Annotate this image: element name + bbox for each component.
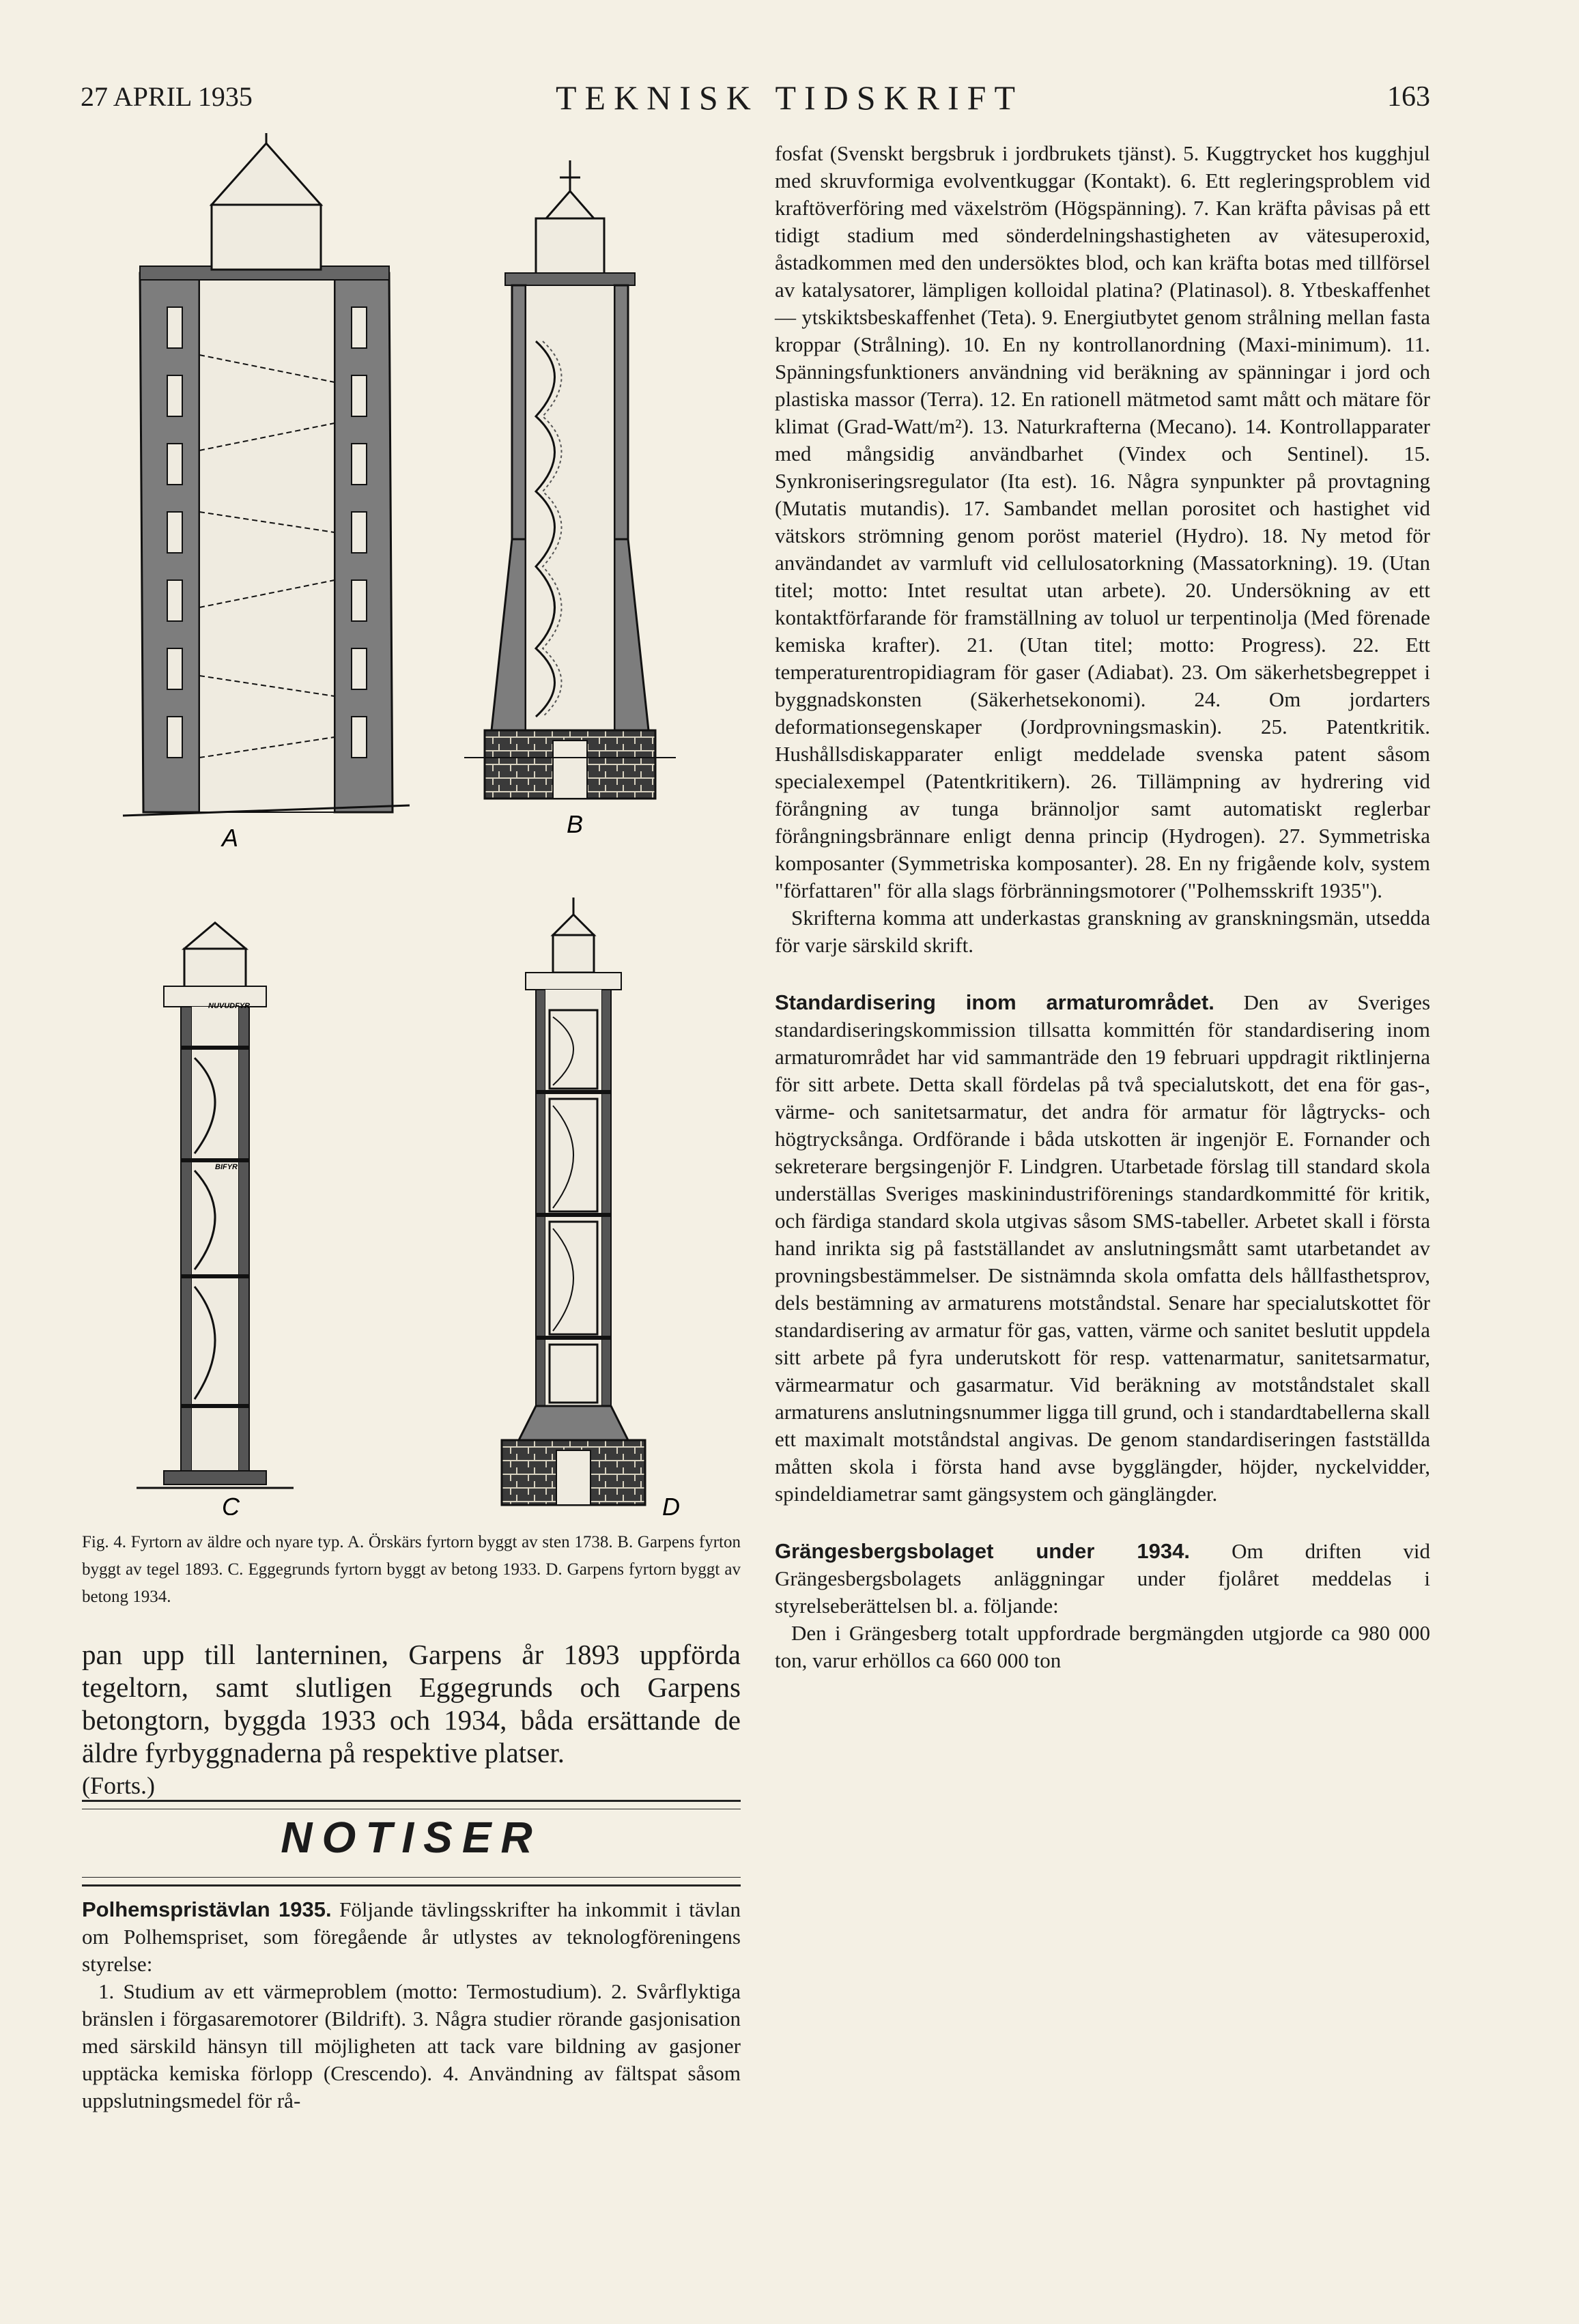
notiser-heading: NOTISER	[281, 1813, 542, 1862]
journal-title: TEKNISK TIDSKRIFT	[555, 78, 1024, 117]
lighthouse-drawings	[82, 130, 741, 1515]
polhem-list-left: 1. Studium av ett värmeproblem (motto: Termostudium). 2. Svårflyktiga bränslen i förgasaremotorer (Bildrift). 3. Några studier rörande gasjonisation med särskild hänsyn till möjligheten att tack vare bildning av gasjoner upptäcka kemiska förlopp (Crescendo). 4. Användning av fältspat såsom uppslutningsmedel för rå-	[82, 1979, 741, 2112]
grangesberg-text: Den i Grängesberg totalt uppfordrade bergmängden utgjorde ca 980 000 ton, varur erhöllos ca 660 000 ton	[775, 1621, 1430, 1672]
notiser-rule-bottom	[82, 1877, 741, 1887]
standard-title: Standardisering inom armaturområdet.	[775, 990, 1214, 1014]
forts-label: (Forts.)	[82, 1772, 155, 1799]
polhem-intro-paragraph	[82, 1896, 741, 1978]
issue-date: 27 APRIL 1935	[81, 81, 253, 112]
polhem-closing: Skrifterna komma att underkastas granskning av granskningsmän, utsedda för varje särskild skrift.	[775, 906, 1430, 957]
article-continuation	[82, 1638, 741, 1802]
grangesberg-section	[775, 1538, 1430, 1620]
figure-caption: Fig. 4. Fyrtorn av äldre och nyare typ. A. Örskärs fyrtorn byggt av sten 1738. B. Garpens fyrton byggt av tegel 1893. C. Eggegrunds fyrtorn byggt av betong 1933. D. Garpens fyrtorn byggt av betong 1934.	[82, 1533, 741, 1606]
notiser-rule-top	[82, 1800, 741, 1809]
right-column	[775, 140, 1430, 1674]
left-column	[82, 130, 741, 2112]
svg-text:BIFYR: BIFYR	[215, 1163, 238, 1171]
fig-letter-c-mark: C	[222, 1493, 240, 1515]
fig-letter-a-mark: A	[222, 824, 239, 852]
tower-d-drawing	[502, 898, 645, 1505]
tower-c-drawing	[137, 923, 294, 1488]
fig-letter-b-mark: B	[567, 810, 584, 838]
polhem-section-left	[82, 1896, 741, 2114]
svg-text:NUVUDFYR: NUVUDFYR	[208, 1002, 251, 1010]
polhem-title: Polhemspristävlan 1935.	[82, 1897, 332, 1921]
standard-text: Den av Sveriges standardiseringskommission tillsatta kommittén för standardisering inom armaturområdet har vid sammanträde den 19 februari uppdragit riktlinjerna för sitt arbete. Detta skall fördelas på två specialutskott, det ena för gas-, värme- och sanitetsarmatur, det andra för armatur för lågtrycks- och högtrycksånga. Ordförande i båda utskotten är ingenjör E. Fornander och sekreterare bergsingenjör F. Lindgren. Utarbetade förslag till standard skola underställas Sveriges maskinindustriförenings standardkommitté för kritik, och färdiga standard skola utgivas såsom SMS-tabeller. Arbetet skall i första hand inrikta sig på fastställandet av anslutningsmått samt utarbetandet av provningsbestämmelser. De sistnämnda skola omfatta dels hållfasthetsprov, dels bestämning av armaturens motståndstal. Senare har specialutskottet för standardisering av armatur för gas, vatten, värme och sanitet beslutit uppdela sitt arbete på fyra underutskott för resp. vattenarmatur, sanitetsarmatur, värmearmatur och gasarmatur. Vid beräkning av motståndstalet skall armaturens anslutningsnummer ligga till grund, och i standardtabellerna skall ett maximalt motståndstal angivas. De genom standardiseringen fastställda måtten skola i första hand avse bygglängder, höjder, nyckelvidder, spindeldiametrar samt gängsystem och gänglängder.	[775, 990, 1431, 1506]
fig-letter-d-mark: D	[662, 1493, 680, 1515]
page-number: 163	[1387, 81, 1430, 113]
continuation-paragraph: pan upp till lanterninen, Garpens år 1893 uppförda tegeltorn, samt slutligen Eggegrunds och Garpens betongtorn, byggda 1933 och 1934, båda ersättande de äldre fyrbyggnaderna på respektive platser.	[82, 1639, 741, 1768]
polhem-intro: Följande tävlingsskrifter ha inkommit i tävlan om Polhemspriset, som föregående år utlystes av teknologföreningens styrelse:	[82, 1897, 741, 1976]
lighthouse-figure	[82, 130, 741, 1515]
page-header	[0, 78, 1579, 121]
polhem-list-right: fosfat (Svenskt bergsbruk i jordbrukets tjänst). 5. Kuggtrycket hos kugghjul med skruvformiga evolventkuggar (Kontakt). 6. Ett regleringsproblem vid kraftöverföring med växelström (Högspänning). 7. Kan kräfta påvisas på ett tidigt stadium med sönderdelningshastigheten av vätesuperoxid, åstadkommen med den undersöktes blod, och kan kräfta botas med tillförsel av katalysatorer, lämpligen kolloidal platina? (Platinasol). 8. Ytbeskaffenhet — ytskiktsbeskaffenhet (Teta). 9. Energiutbytet genom strålning mellan fasta kroppar (Strålning). 10. En ny kontrollanordning (Maxi-minimum). 11. Spänningsfunktioners användning vid beräkning av spänningar i jord och plastiska massor (Terra). 12. En rationell mätmetod samt mått och mätare för klimat (Grad-Watt/m²). 13. Naturkrafterna (Mecano). 14. Kontrollapparater med mångsidig användbarhet (Vindex och Sentinel). 15. Synkroniseringsregulator (Ita est). 16. Några synpunkter på provtagning (Mutatis mutandis). 17. Sambandet mellan porositet och hastighet vid vätskors strömning genom poröst materiel (Hydro). 18. Ny metod för användandet av varmluft vid cellulosatorkning (Massatorkning). 19. (Utan titel; motto: Intet resultat utan arbete). 20. Undersökning av ett kontaktförfarande för framställning av toluol ur terpentinolja (Med förenade kemiska krafter). 21. (Utan titel; motto: Progress). 22. Ett temperaturentropidiagram för gaser (Adiabat). 23. Om säkerhetsbegreppet i byggnadskonsten (Säkerhetsekonomi). 24. Om jordarters deformationsegenskaper (Jordprovningsmaskin). 25. Patentkritik. Hushållsdiskapparater enligt meddelade svenska patent såsom specialexempel (Patentkritikern). 26. Tillämpning av hydrering vid förångning av tunga brännoljor samt automatiskt reglerbar förångningsbrännare enligt denna princip (Hydrogen). 27. Symmetriska komposanter (Symmetriska komposanter). 28. En ny frigående kolv, system "författaren" för alla slags förbränningsmotorer ("Polhemsskrift 1935").	[775, 141, 1430, 902]
tower-a-drawing	[123, 133, 410, 816]
grangesberg-intro: Om driften vid Grängesbergsbolagets anläggningar under fjolåret meddelas i styrelseberättelsen bl. a. följande:	[775, 1539, 1431, 1618]
grangesberg-title: Grängesbergsbolaget under 1934.	[775, 1539, 1190, 1563]
tower-b-drawing	[464, 160, 676, 799]
standard-section	[775, 989, 1430, 1508]
